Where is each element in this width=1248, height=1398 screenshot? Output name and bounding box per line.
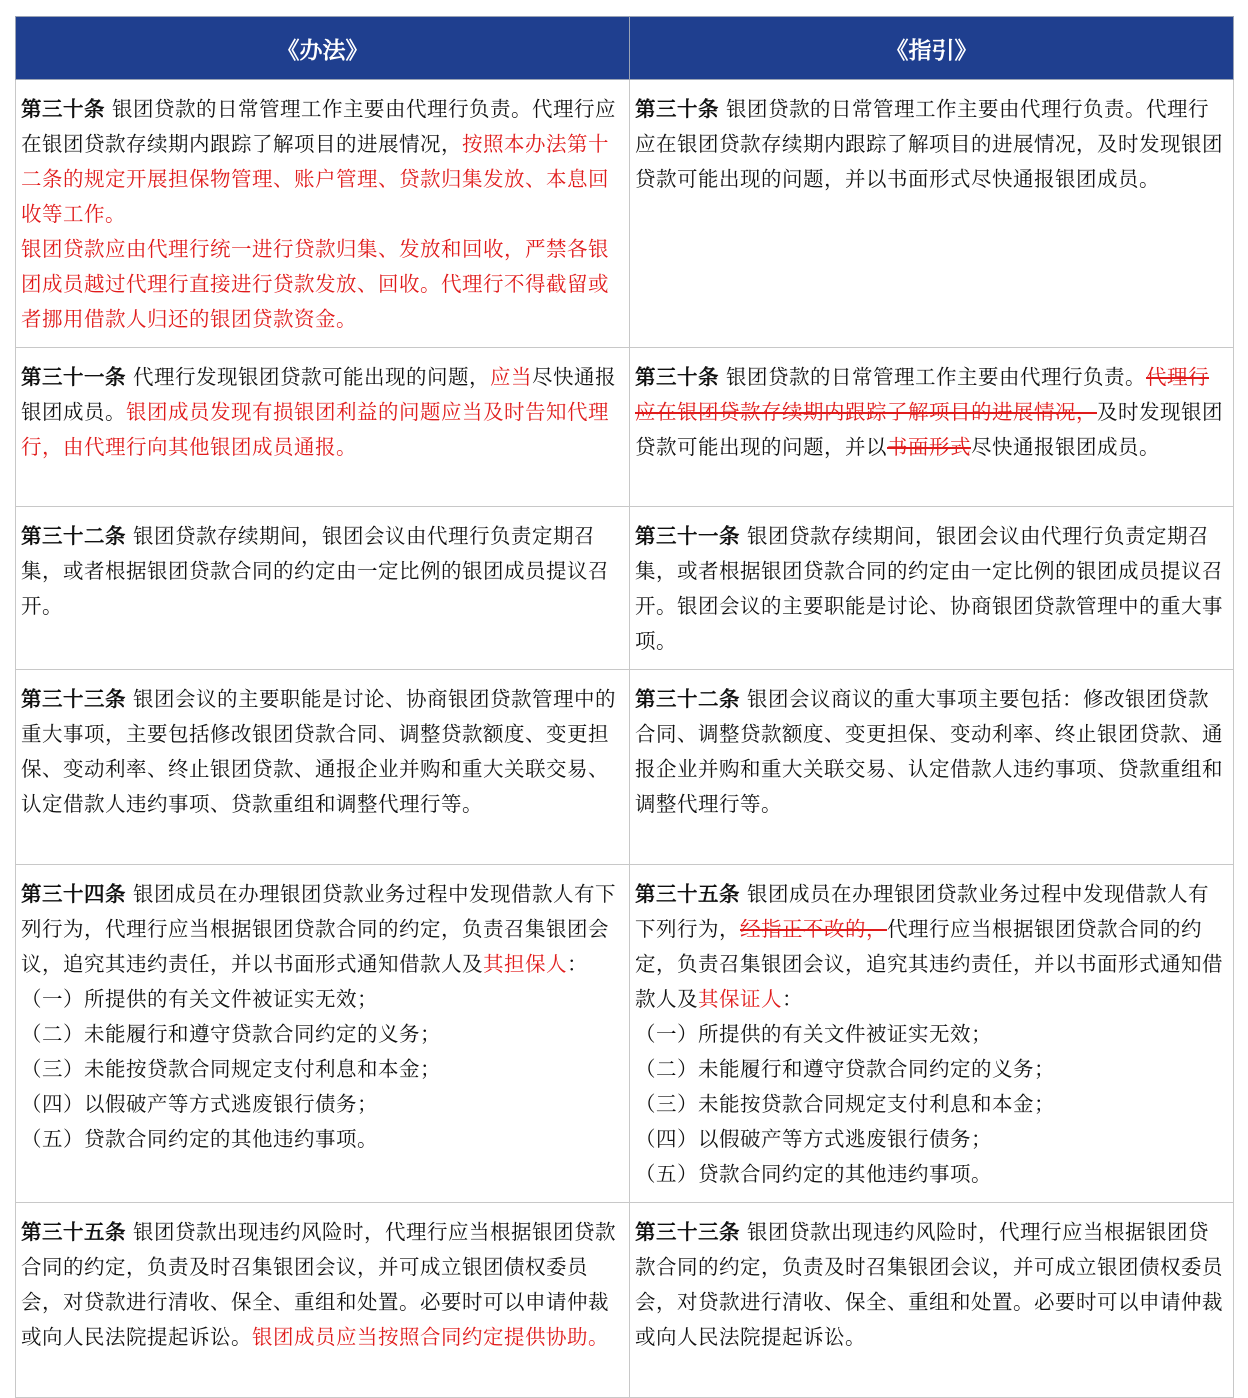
article-text: 银团成员在办理银团贷款业务过程中发现借款人有下列行为，代理行应当根据银团贷款合同的约定，负责召集银团会议，追究其违约责任，并以书面形式通知借款人及 — [21, 882, 617, 976]
deleted-text: 代理行应在银团贷款存续期内跟踪了解项目的进展情况， — [635, 365, 1210, 424]
highlighted-text: 其保证人 — [698, 987, 782, 1011]
cell-right — [630, 507, 1234, 670]
article-text: （二）未能履行和遵守贷款合同约定的义务； — [635, 1057, 1055, 1081]
header-row — [16, 17, 1234, 80]
cell-right — [630, 865, 1234, 1203]
article-number: 第三十条 — [21, 97, 105, 121]
article-text: 银团贷款存续期间，银团会议由代理行负责定期召集，或者根据银团贷款合同的约定由一定比例的银团成员提议召开。银团会议的主要职能是讨论、协商银团贷款管理中的重大事项。 — [635, 524, 1223, 653]
article-text: 银团会议商议的重大事项主要包括：修改银团贷款合同、调整贷款额度、变更担保、变动利率、终止银团贷款、通报企业并购和重大关联交易、认定借款人违约事项、贷款重组和调整代理行等。 — [635, 687, 1223, 816]
cell-left — [16, 670, 630, 865]
highlighted-text: 按照本办法第十二条的规定开展担保物管理、账户管理、贷款归集发放、本息回收等工作。 — [21, 132, 609, 226]
cell-left — [16, 1203, 630, 1398]
article-number: 第三十条 — [635, 97, 719, 121]
cell-left — [16, 348, 630, 507]
article-text: 银团贷款出现违约风险时，代理行应当根据银团贷款合同的约定，负责及时召集银团会议，并可成立银团债权委员会，对贷款进行清收、保全、重组和处置。必要时可以申请仲裁或向人民法院提起诉讼。 — [21, 1220, 617, 1349]
article-number: 第三十五条 — [21, 1220, 126, 1244]
article-text: （五）贷款合同约定的其他违约事项。 — [21, 1127, 378, 1151]
table-row — [16, 865, 1234, 1203]
cell-left — [16, 865, 630, 1203]
article-text: 代理行发现银团贷款可能出现的问题， — [126, 365, 491, 389]
article-number: 第三十一条 — [635, 524, 740, 548]
article-text: 代理行应当根据银团贷款合同的约定，负责召集银团会议，追究其违约责任，并以书面形式通知借款人及 — [635, 917, 1223, 1011]
article-text: （二）未能履行和遵守贷款合同约定的义务； — [21, 1022, 441, 1046]
article-text: （一）所提供的有关文件被证实无效； — [635, 1022, 992, 1046]
article-text: （五）贷款合同约定的其他违约事项。 — [635, 1162, 992, 1186]
article-number: 第三十条 — [635, 365, 719, 389]
deleted-text: 经指正不改的， — [740, 917, 887, 941]
article-text: 及时发现银团贷款可能出现的问题，并以 — [635, 400, 1223, 459]
highlighted-text: 银团贷款应由代理行统一进行贷款归集、发放和回收，严禁各银团成员越过代理行直接进行贷款发放、回收。代理行不得截留或者挪用借款人归还的银团贷款资金。 — [21, 237, 609, 331]
cell-right — [630, 348, 1234, 507]
table-row — [16, 1203, 1234, 1398]
article-text: 银团贷款的日常管理工作主要由代理行负责。 — [719, 365, 1147, 389]
article-text: 银团贷款的日常管理工作主要由代理行负责。代理行应在银团贷款存续期内跟踪了解项目的进展情况， — [21, 97, 617, 156]
table-row — [16, 507, 1234, 670]
article-number: 第三十三条 — [635, 1220, 740, 1244]
article-text: 尽快通报银团成员。 — [971, 435, 1160, 459]
cell-left — [16, 507, 630, 670]
article-text: 银团贷款存续期间，银团会议由代理行负责定期召集，或者根据银团贷款合同的约定由一定比例的银团成员提议召开。 — [21, 524, 609, 618]
article-text: （三）未能按贷款合同规定支付利息和本金； — [635, 1092, 1055, 1116]
highlighted-text: 银团成员应当按照合同约定提供协助。 — [252, 1325, 609, 1349]
highlighted-text: 应当 — [490, 365, 533, 389]
table-row — [16, 80, 1234, 348]
comparison-table — [15, 16, 1234, 1398]
article-text: （四）以假破产等方式逃废银行债务； — [21, 1092, 378, 1116]
article-number: 第三十二条 — [635, 687, 740, 711]
deleted-text: 书面形式 — [887, 435, 971, 459]
cell-right — [630, 1203, 1234, 1398]
article-text: ： — [782, 987, 803, 1011]
article-text: 银团贷款的日常管理工作主要由代理行负责。代理行应在银团贷款存续期内跟踪了解项目的进展情况，及时发现银团贷款可能出现的问题，并以书面形式尽快通报银团成员。 — [635, 97, 1223, 191]
article-text: 尽快通报银团成员。 — [21, 365, 617, 424]
article-number: 第三十四条 — [21, 882, 126, 906]
article-text: 银团成员在办理银团贷款业务过程中发现借款人有下列行为， — [635, 882, 1210, 941]
article-number: 第三十五条 — [635, 882, 740, 906]
highlighted-text: 其担保人 — [483, 952, 567, 976]
table-row — [16, 670, 1234, 865]
article-text: 银团贷款出现违约风险时，代理行应当根据银团贷款合同的约定，负责及时召集银团会议，并可成立银团债权委员会，对贷款进行清收、保全、重组和处置。必要时可以申请仲裁或向人民法院提起诉讼。 — [635, 1220, 1223, 1349]
highlighted-text: 银团成员发现有损银团利益的问题应当及时告知代理行，由代理行向其他银团成员通报。 — [21, 400, 609, 459]
article-number: 第三十一条 — [21, 365, 126, 389]
article-text: （一）所提供的有关文件被证实无效； — [21, 987, 378, 1011]
article-text: 银团会议的主要职能是讨论、协商银团贷款管理中的重大事项，主要包括修改银团贷款合同、调整贷款额度、变更担保、变动利率、终止银团贷款、通报企业并购和重大关联交易、认定借款人违约事项、贷款重组和调整代理行等。 — [21, 687, 617, 816]
article-number: 第三十三条 — [21, 687, 126, 711]
cell-left — [16, 80, 630, 348]
article-number: 第三十二条 — [21, 524, 126, 548]
header-left: 《办法》 — [16, 17, 630, 80]
cell-right — [630, 80, 1234, 348]
cell-right — [630, 670, 1234, 865]
article-text: （四）以假破产等方式逃废银行债务； — [635, 1127, 992, 1151]
header-right: 《指引》 — [630, 17, 1234, 80]
table-row — [16, 348, 1234, 507]
article-text: ： — [567, 952, 588, 976]
article-text: （三）未能按贷款合同规定支付利息和本金； — [21, 1057, 441, 1081]
